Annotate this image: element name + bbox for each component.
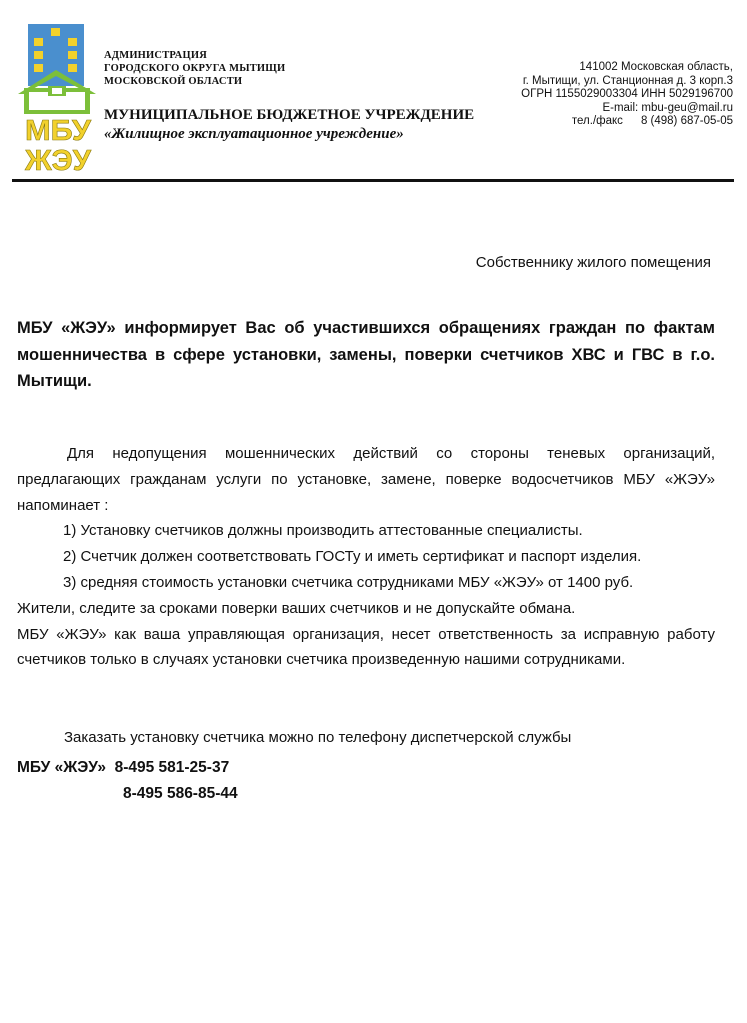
logo-text-line1: МБУ [25, 115, 93, 147]
organization-name [104, 106, 474, 144]
fax-number: 8 (498) 687-05-05 [640, 115, 733, 127]
warning-paragraph: Жители, следите за сроками поверки ваших счетчиков и не допускайте обмана. [17, 599, 576, 617]
order-instruction: Заказать установку счетчика можно по телефону диспетчерской службы [64, 729, 572, 746]
notice-body [17, 441, 715, 673]
admin-line: АДМИНИСТРАЦИЯ [104, 50, 207, 61]
ogrn-inn: ОГРН 1155029003304 ИНН 5029196700 [521, 88, 733, 100]
responsibility-paragraph: МБУ «ЖЭУ» как ваша управляющая организация, несет ответственность за исправную работу счетчиков только в случаях установки счетчика произведенную нашими сотрудниками. [17, 625, 715, 669]
administration-block [104, 49, 285, 88]
org-title: МУНИЦИПАЛЬНОЕ БЮДЖЕТНОЕ УЧРЕЖДЕНИЕ [104, 107, 475, 123]
email: E-mail: mbu-geu@mail.ru [602, 101, 733, 114]
logo-text-line2: ЖЭУ [23, 145, 92, 174]
phone-number-2: 8-495 586-85-44 [123, 785, 238, 802]
fax-label: тел./факс [571, 115, 623, 127]
intro-paragraph: Для недопущения мошеннических действий со стороны теневых организаций, предлагающих гражданам услуги по установке, замене, поверке водосчетчиков МБУ «ЖЭУ» напоминает : [17, 445, 715, 514]
admin-line: МОСКОВСКОЙ ОБЛАСТИ [104, 76, 243, 87]
mbu-zheu-logo [18, 24, 98, 174]
phone-row-2 [17, 781, 238, 807]
dispatch-phones [17, 755, 238, 807]
list-item: 1) Установку счетчиков должны производить аттестованные специалисты. [63, 522, 583, 540]
admin-line: ГОРОДСКОГО ОКРУГА МЫТИЩИ [104, 63, 286, 74]
org-subtitle: «Жилищное эксплуатационное учреждение» [104, 126, 404, 142]
phones-label: МБУ «ЖЭУ» [17, 759, 106, 776]
header-divider [12, 179, 734, 182]
address-line-1: 141002 Московская область, [579, 61, 733, 73]
recipient-line: Собственнику жилого помещения [475, 254, 711, 271]
phone-row-1 [17, 755, 238, 781]
list-item: 3) средняя стоимость установки счетчика сотрудниками МБУ «ЖЭУ» от 1400 руб. [63, 573, 634, 591]
notice-heading: МБУ «ЖЭУ» информирует Вас об участившихся обращениях граждан по фактам мошенничества в сфере установки, замены, поверки счетчиков ХВС и ГВС в г.о. Мытищи. [17, 319, 715, 390]
phone-fax-line [521, 115, 733, 129]
address-line-2: г. Мытищи, ул. Станционная д. 3 корп.3 [522, 74, 733, 87]
phone-number-1: 8-495 581-25-37 [114, 759, 230, 776]
contact-block [521, 61, 733, 129]
list-item: 2) Счетчик должен соответствовать ГОСТу и иметь сертификат и паспорт изделия. [63, 548, 642, 566]
